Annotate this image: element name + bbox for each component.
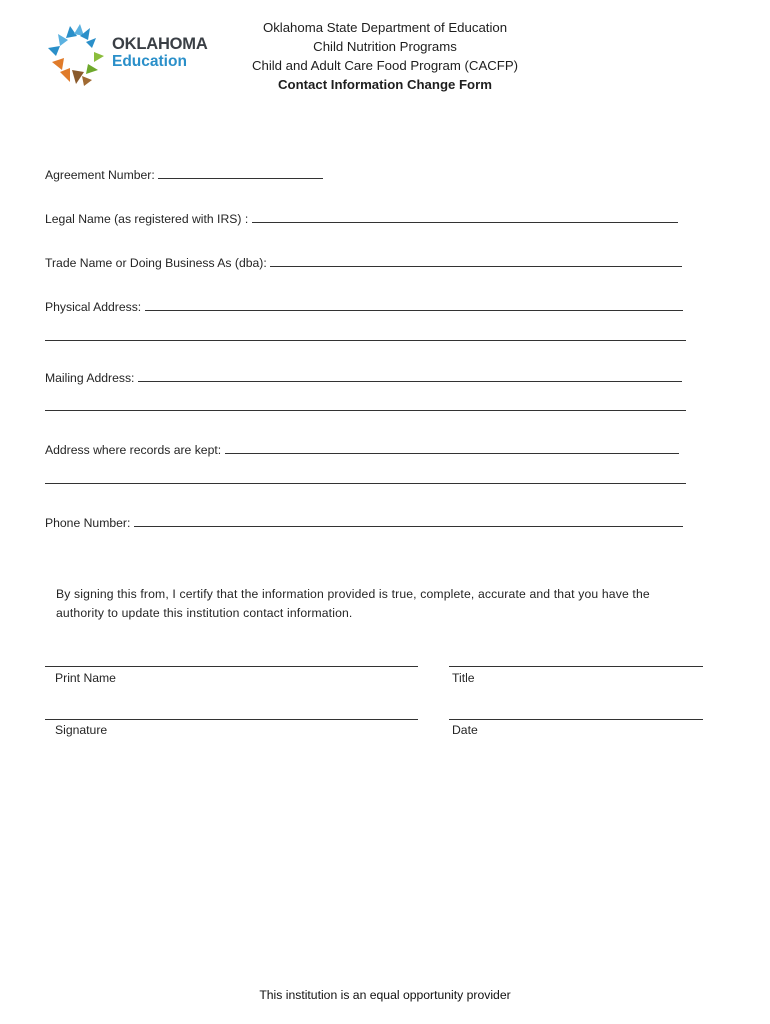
mailing-address-field[interactable] — [45, 369, 682, 385]
logo-word-education: Education — [112, 53, 187, 70]
physical-address-line-2[interactable] — [45, 339, 686, 341]
certification-statement: By signing this from, I certify that the information provided is true, complete, accurate and that you have the authority to update this institution contact information. — [56, 587, 650, 620]
legal-name-label: Legal Name (as registered with IRS) : — [45, 212, 249, 226]
legal-name-field[interactable] — [45, 210, 678, 226]
physical-address-label: Physical Address: — [45, 300, 142, 314]
title-line[interactable] — [449, 665, 703, 667]
records-address-line-2[interactable] — [45, 482, 686, 484]
phone-number-label: Phone Number: — [45, 516, 131, 530]
print-name-line[interactable] — [45, 665, 418, 667]
phone-number-field[interactable] — [45, 514, 683, 530]
agreement-number-field[interactable] — [45, 166, 323, 182]
header-subprogram: Child and Adult Care Food Program (CACFP) — [251, 58, 519, 73]
logo-word-oklahoma: OKLAHOMA — [112, 35, 208, 53]
signature-line[interactable] — [45, 718, 418, 720]
equal-opportunity-footer: This institution is an equal opportunity provider — [259, 988, 511, 1002]
physical-address-blank[interactable] — [145, 298, 683, 311]
date-line[interactable] — [449, 718, 703, 720]
records-address-field[interactable] — [45, 441, 679, 457]
mailing-address-label: Mailing Address: — [45, 371, 135, 385]
agreement-number-label: Agreement Number: — [45, 168, 155, 182]
header-department: Oklahoma State Department of Education — [262, 20, 508, 35]
title-label: Title — [452, 671, 475, 685]
physical-address-field[interactable] — [45, 298, 683, 314]
form-title: Contact Information Change Form — [278, 77, 492, 92]
mailing-address-line-2[interactable] — [45, 409, 686, 411]
signature-label: Signature — [55, 723, 108, 737]
form-header — [0, 18, 770, 94]
print-name-label: Print Name — [55, 671, 116, 685]
date-label: Date — [452, 723, 478, 737]
header-program: Child Nutrition Programs — [313, 39, 457, 54]
mailing-address-blank[interactable] — [138, 369, 682, 382]
agreement-number-blank[interactable] — [158, 166, 323, 179]
trade-name-blank[interactable] — [270, 254, 682, 267]
records-address-blank[interactable] — [225, 441, 679, 454]
legal-name-blank[interactable] — [252, 210, 678, 223]
trade-name-field[interactable] — [45, 254, 682, 270]
records-address-label: Address where records are kept: — [45, 443, 222, 457]
phone-number-blank[interactable] — [134, 514, 683, 527]
trade-name-label: Trade Name or Doing Business As (dba): — [45, 256, 267, 270]
